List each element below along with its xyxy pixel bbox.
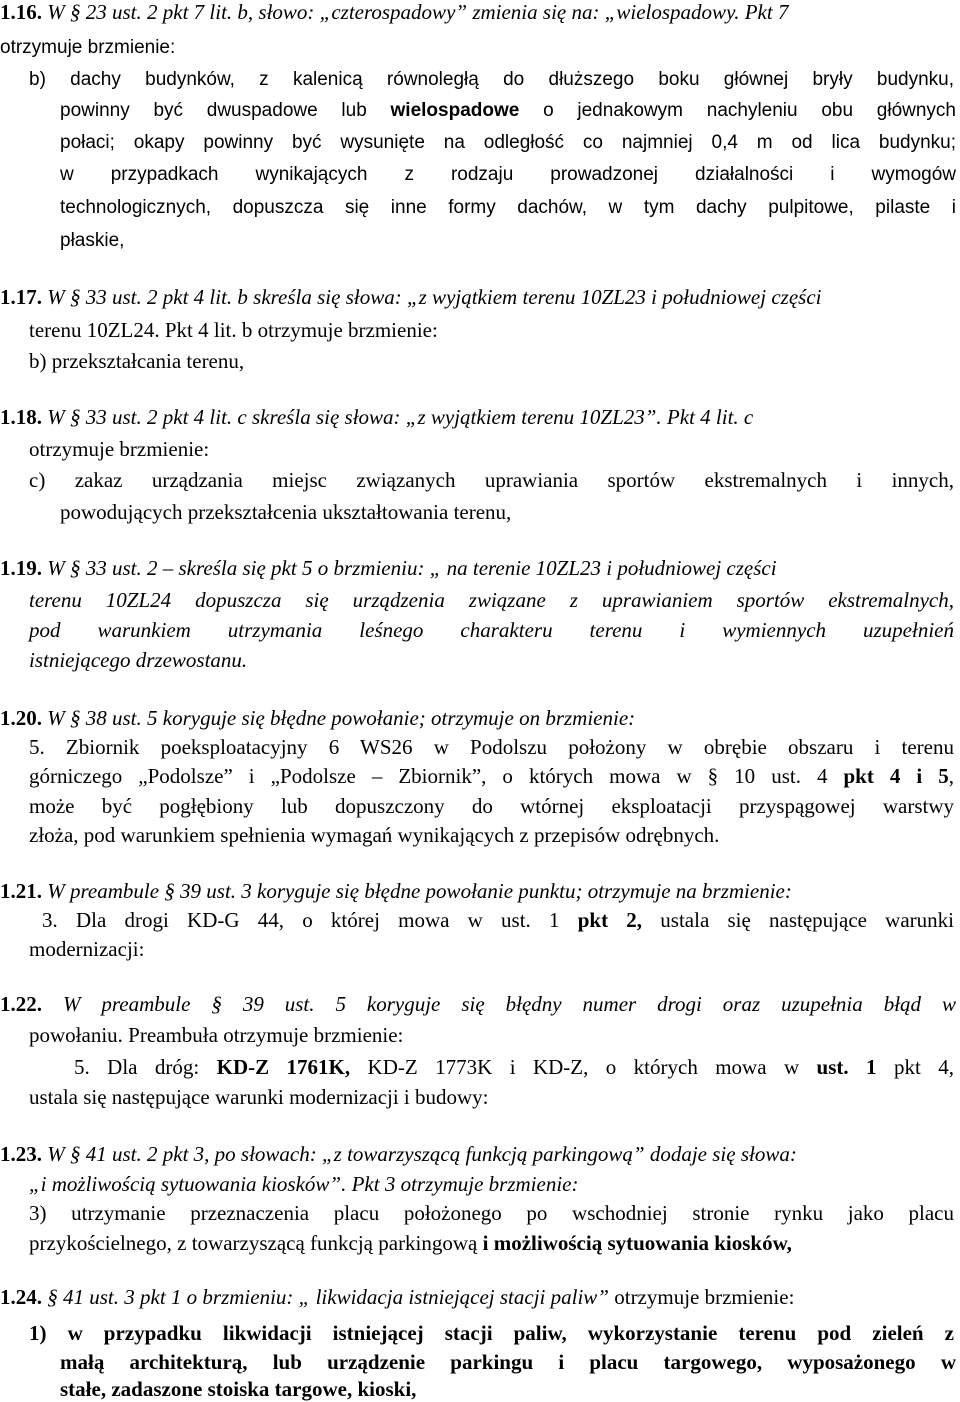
body-line <box>29 588 954 612</box>
bold-run: małą architekturą, lub urządzenie parkingu i placu targowego, wyposażonego w <box>60 1350 956 1374</box>
body-line: modernizacji: <box>29 937 145 961</box>
section-number: 1.20. <box>0 706 42 730</box>
body-line <box>29 764 954 788</box>
italic-run: „i możliwością sytuowania kiosków” <box>29 1172 342 1196</box>
italic-run: pod warunkiem utrzymania leśnego charakteru terenu i wymiennych uzupełnień <box>29 618 954 642</box>
heading-text: W § 33 ust. 2 – skreśla się pkt 5 o brzmieniu: „ na terenie 10ZL23 i południowej części <box>42 556 777 580</box>
body-line: terenu 10ZL24. Pkt 4 lit. b otrzymuje brzmienie: <box>29 318 438 342</box>
section-number: 1.24. <box>0 1285 42 1309</box>
text-run: o jednakowym nachyleniu obu głównych <box>519 100 956 121</box>
text-run: powinny być dwuspadowe lub <box>60 100 391 121</box>
heading-text: W § 38 ust. 5 koryguje się błędne powołanie; otrzymuje on brzmienie: <box>42 706 636 730</box>
heading-text: § 41 ust. 3 pkt 1 o brzmieniu: „ likwidacja istniejącej stacji paliw” <box>42 1285 609 1309</box>
text-run: przykościelnego, z towarzyszącą funkcją parkingową <box>29 1231 483 1255</box>
body-line <box>29 618 954 642</box>
italic-run: terenu 10ZL24 dopuszcza się urządzenia związane z uprawianiem sportów ekstremalnych, <box>29 588 954 612</box>
text-run: górniczego „Podolsze” i „Podolsze – Zbiornik”, o których mowa w § 10 ust. 4 <box>29 764 844 788</box>
body-line: płaskie, <box>60 230 125 251</box>
heading-text: W § 41 ust. 2 pkt 3, po słowach: „z towarzyszącą funkcją parkingową” dodaje się słowa: <box>42 1142 797 1166</box>
heading-text: W preambule § 39 ust. 3 koryguje się błędne powołanie punktu; otrzymuje na brzmienie: <box>42 879 792 903</box>
bold-run: 1) w przypadku likwidacji istniejącej stacji paliw, wykorzystanie terenu pod zieleń z <box>29 1321 954 1345</box>
heading-text: W § 23 ust. 2 pkt 7 lit. b, słowo: „czterospadowy” zmienia się na: „wielospadowy. Pkt 7 <box>42 0 789 24</box>
body-line <box>42 908 954 932</box>
body-line: połaci; okapy powinny być wysunięte na odległość co najmniej 0,4 m od lica budynku; <box>60 132 956 153</box>
section-heading <box>0 405 956 429</box>
body-line <box>60 1377 956 1401</box>
body-line: powodujących przekształcenia ukształtowania terenu, <box>60 500 512 524</box>
section-heading <box>0 556 956 580</box>
section-heading <box>0 706 956 730</box>
section-number: 1.23. <box>0 1142 42 1166</box>
body-line <box>60 1350 956 1374</box>
body-line <box>29 1231 954 1255</box>
body-line: złoża, pod warunkiem spełnienia wymagań wynikających z przepisów odrębnych. <box>29 823 720 847</box>
bold-run: pkt 2, <box>577 908 643 932</box>
heading-text: W preambule § 39 ust. 5 koryguje się błędny numer drogi oraz uzupełnia błąd w <box>42 992 956 1016</box>
body-line <box>29 1172 954 1196</box>
text-run: , <box>948 764 954 788</box>
italic-run: . Pkt 3 otrzymuje brzmienie: <box>341 1172 579 1196</box>
bold-run: pkt 4 i 5 <box>843 764 949 788</box>
text-run: ustala się następujące warunki <box>642 908 954 932</box>
heading-text: W § 33 ust. 2 pkt 4 lit. c skreśla się słowa: „z wyjątkiem terenu 10ZL23”. Pkt 4 lit. c <box>42 405 754 429</box>
body-line: w przypadkach wynikających z rodzaju prowadzonej działalności i wymogów <box>60 164 956 185</box>
text-run: KD-Z 1773K i KD-Z, o których mowa w <box>350 1055 817 1079</box>
text-run: 3. Dla drogi KD-G 44, o której mowa w ust. 1 <box>42 908 578 932</box>
bold-run: wielospadowe <box>390 100 520 121</box>
section-heading <box>0 879 956 903</box>
text-run: pkt 4, <box>876 1055 954 1079</box>
section-heading <box>0 0 956 24</box>
section-number: 1.17. <box>0 285 42 309</box>
section-number: 1.16. <box>0 0 42 24</box>
body-line: 5. Zbiornik poeksploatacyjny 6 WS26 w Podolszu położony w obrębie obszaru i terenu <box>29 735 954 759</box>
section-heading <box>0 1285 956 1309</box>
section-heading <box>0 285 956 309</box>
body-line <box>29 648 954 672</box>
body-line: może być pogłębiony lub dopuszczony do wtórnej eksploatacji przyspągowej warstwy <box>29 794 954 818</box>
section-number: 1.19. <box>0 556 42 580</box>
body-line: b) przekształcania terenu, <box>29 349 245 373</box>
heading-tail: otrzymuje brzmienie: <box>608 1285 795 1309</box>
section-heading <box>0 992 956 1016</box>
bold-run: i możliwością sytuowania kiosków, <box>482 1231 792 1255</box>
bold-run: ust. 1 <box>816 1055 877 1079</box>
body-line <box>29 1321 954 1345</box>
italic-run: istniejącego drzewostanu. <box>29 648 248 672</box>
text-run: 5. Dla dróg: <box>74 1055 217 1079</box>
section-number: 1.18. <box>0 405 42 429</box>
body-line: 3) utrzymanie przeznaczenia placu położonego po wschodniej stronie rynku jako placu <box>29 1201 954 1225</box>
body-line: otrzymuje brzmienie: <box>29 437 210 461</box>
body-line: otrzymuje brzmienie: <box>0 37 176 58</box>
bold-run: KD-Z 1761K, <box>216 1055 351 1079</box>
body-line: technologicznych, dopuszcza się inne formy dachów, w tym dachy pulpitowe, pilaste i <box>60 197 956 218</box>
body-line <box>60 99 956 123</box>
heading-text: W § 33 ust. 2 pkt 4 lit. b skreśla się słowa: „z wyjątkiem terenu 10ZL23 i południowej części <box>42 285 822 309</box>
bold-run: stałe, zadaszone stoiska targowe, kioski, <box>60 1377 417 1401</box>
body-line: b) dachy budynków, z kalenicą równoległą do dłuższego boku głównej bryły budynku, <box>29 69 954 90</box>
body-line: ustala się następujące warunki modernizacji i budowy: <box>29 1085 489 1109</box>
section-heading <box>0 1142 956 1166</box>
body-line: powołaniu. Preambuła otrzymuje brzmienie: <box>29 1023 404 1047</box>
section-number: 1.21. <box>0 879 42 903</box>
body-line: c) zakaz urządzania miejsc związanych uprawiania sportów ekstremalnych i innych, <box>29 468 954 492</box>
body-line <box>74 1055 954 1079</box>
section-number: 1.22. <box>0 992 42 1016</box>
